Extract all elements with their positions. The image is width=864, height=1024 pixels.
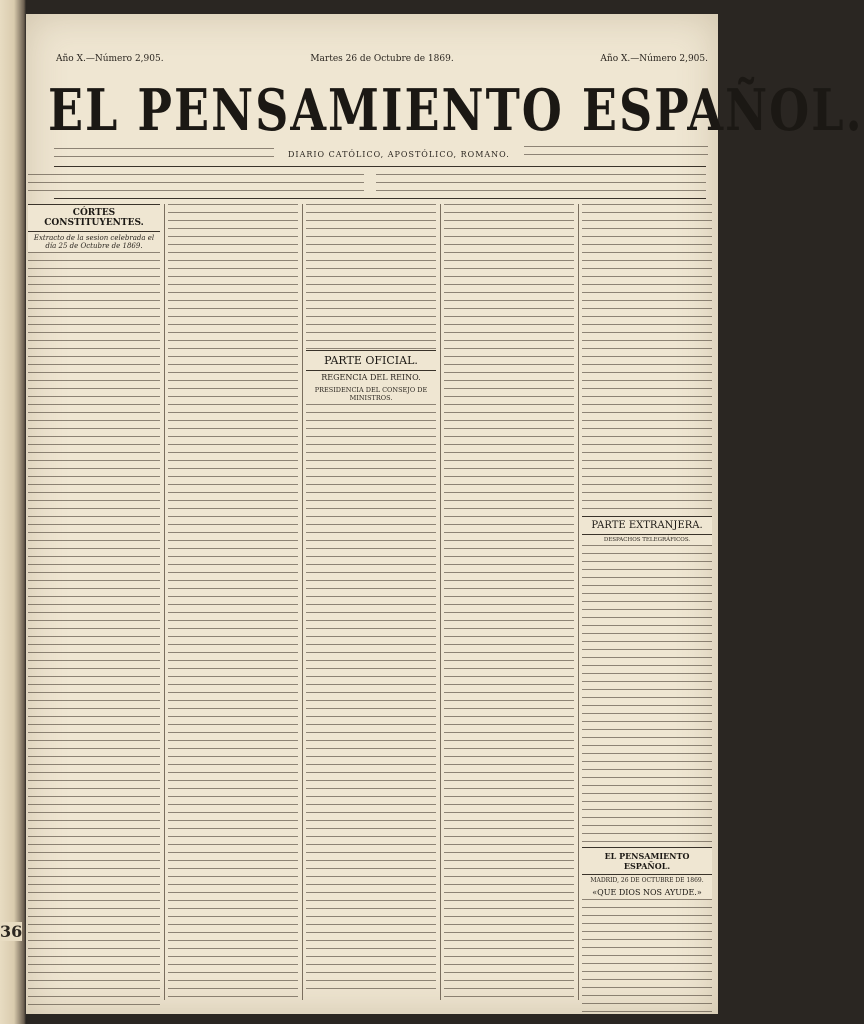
column-4-text bbox=[444, 204, 574, 1000]
subscription-points bbox=[376, 174, 706, 196]
column-5-bottom-text bbox=[582, 899, 712, 1019]
regencia-heading: REGENCIA DEL REINO. bbox=[306, 371, 436, 384]
column-1-text bbox=[28, 252, 160, 1012]
parte-oficial-heading: PARTE OFICIAL. bbox=[306, 350, 436, 371]
separator-4 bbox=[578, 204, 579, 1000]
column-3 bbox=[306, 204, 436, 1000]
editorial-title: «QUE DIOS NOS AYUDE.» bbox=[582, 886, 712, 899]
issue-date: Martes 26 de Octubre de 1869. bbox=[310, 54, 454, 64]
scan-binding-edge bbox=[0, 0, 26, 1024]
separator-3 bbox=[440, 204, 441, 1000]
separator-1 bbox=[164, 204, 165, 1000]
column-5 bbox=[582, 204, 712, 1000]
cortes-heading: CÓRTES CONSTITUYENTES. bbox=[28, 204, 160, 232]
cortes-subheading: Extracto de la sesion celebrada el día 25 de Octubre de 1869. bbox=[28, 232, 160, 252]
editorial-date: MADRID, 26 DE OCTUBRE DE 1869. bbox=[582, 875, 712, 886]
column-5-top-text bbox=[582, 204, 712, 516]
masthead-title: EL PENSAMIENTO ESPAÑOL. bbox=[48, 76, 864, 144]
parte-extranjera-heading: PARTE EXTRANJERA. bbox=[582, 516, 712, 535]
motto-text bbox=[54, 148, 274, 162]
masthead-subtitle: DIARIO CATÓLICO, APOSTÓLICO, ROMANO. bbox=[288, 150, 510, 159]
separator-2 bbox=[302, 204, 303, 1000]
column-3-top-text bbox=[306, 204, 436, 350]
subscription-notice bbox=[28, 174, 364, 196]
telegraficos-heading: DESPACHOS TELEGRÁFICOS. bbox=[582, 535, 712, 545]
margin-page-number: 36 bbox=[0, 922, 23, 941]
rule-columns bbox=[54, 198, 706, 199]
issue-header bbox=[56, 54, 708, 64]
issue-number-right: Año X.—Número 2,905. bbox=[600, 54, 708, 64]
column-1 bbox=[28, 204, 160, 1000]
paper-name-box: EL PENSAMIENTO ESPAÑOL. bbox=[582, 847, 712, 875]
column-2 bbox=[168, 204, 298, 1000]
column-4 bbox=[444, 204, 574, 1000]
newspaper-page bbox=[26, 14, 864, 1014]
column-3-text bbox=[306, 404, 436, 994]
editor-note bbox=[524, 146, 708, 160]
issue-number-left: Año X.—Número 2,905. bbox=[56, 54, 164, 64]
presidencia-heading: PRESIDENCIA DEL CONSEJO DE MINISTROS. bbox=[306, 384, 436, 404]
column-2-text bbox=[168, 204, 298, 1000]
column-5-mid-text bbox=[582, 545, 712, 847]
rule-top bbox=[54, 166, 706, 167]
